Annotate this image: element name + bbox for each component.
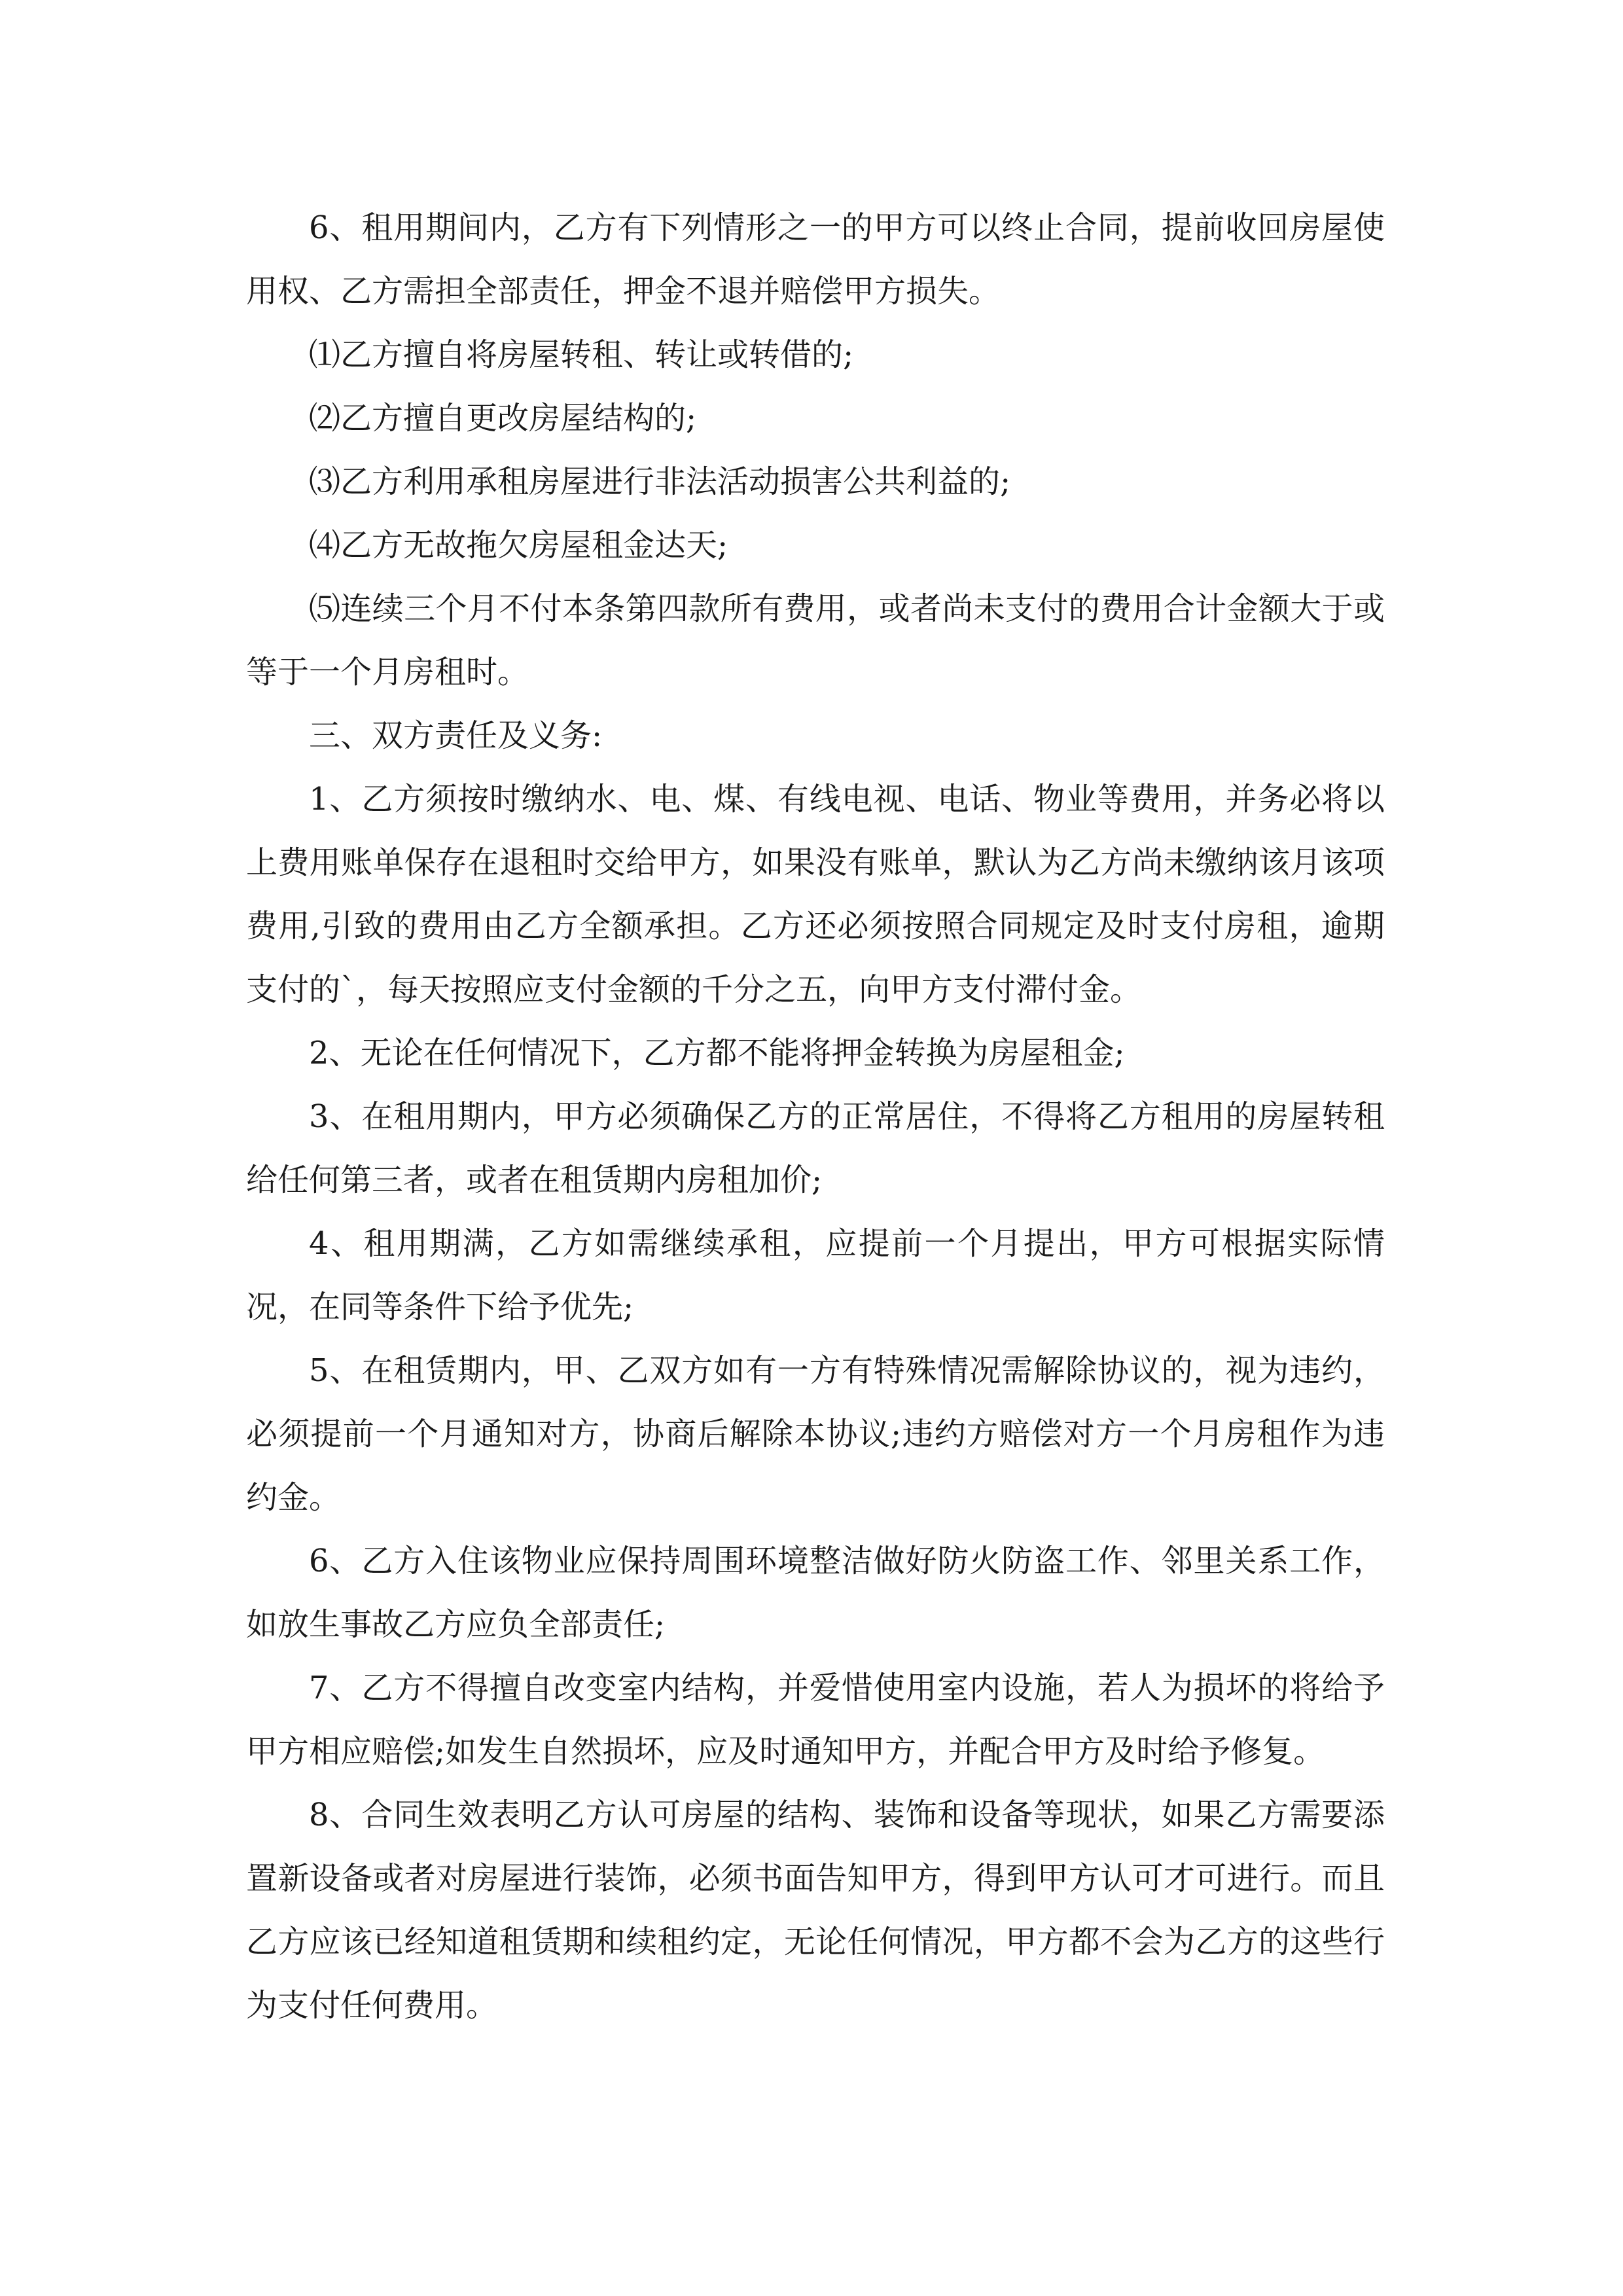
document-body bbox=[246, 196, 1385, 2037]
paragraph-item-5-unpaid-fees: ⑸连续三个月不付本条第四款所有费用，或者尚未支付的费用合计金额大于或等于一个月房租时。 bbox=[246, 590, 1385, 691]
paragraph-clause-6-termination: 6、租用期间内，乙方有下列情形之一的甲方可以终止合同，提前收回房屋使用权、乙方需担全部责任，押金不退并赔偿甲方损失。 bbox=[246, 209, 1385, 310]
paragraph-item-1-sublet: ⑴乙方擅自将房屋转租、转让或转借的; bbox=[309, 336, 854, 373]
paragraph-duty-7-repairs: 7、乙方不得擅自改变室内结构，并爱惜使用室内设施，若人为损坏的将给予甲方相应赔偿;如发生自然损坏，应及时通知甲方，并配合甲方及时给予修复。 bbox=[246, 1670, 1385, 1770]
paragraph-duty-2-deposit: 2、无论在任何情况下，乙方都不能将押金转换为房屋租金; bbox=[309, 1035, 1125, 1071]
paragraph-duty-1-utilities: 1、乙方须按时缴纳水、电、煤、有线电视、电话、物业等费用，并务必将以上费用账单保存在退租时交给甲方，如果没有账单，默认为乙方尚未缴纳该月该项费用,引致的费用由乙方全额承担。乙方还必须按照合同规定及时支付房租，逾期支付的`，每天按照应支付金额的千分之五，向甲方支付滞付金。 bbox=[246, 781, 1385, 1008]
paragraph-duty-5-termination: 5、在租赁期内，甲、乙双方如有一方有特殊情况需解除协议的，视为违约，必须提前一个月通知对方，协商后解除本协议;违约方赔偿对方一个月房租作为违约金。 bbox=[246, 1352, 1385, 1516]
paragraph-item-2-structure: ⑵乙方擅自更改房屋结构的; bbox=[309, 400, 697, 437]
paragraph-item-4-arrears: ⑷乙方无故拖欠房屋租金达天; bbox=[309, 527, 728, 564]
paragraph-duty-3-occupancy: 3、在租用期内，甲方必须确保乙方的正常居住，不得将乙方租用的房屋转租给任何第三者，或者在租赁期内房租加价; bbox=[246, 1098, 1385, 1198]
paragraph-duty-4-renewal: 4、租用期满，乙方如需继续承租，应提前一个月提出，甲方可根据实际情况，在同等条件下给予优先; bbox=[246, 1225, 1385, 1325]
paragraph-duty-8-alterations: 8、合同生效表明乙方认可房屋的结构、装饰和设备等现状，如果乙方需要添置新设备或者对房屋进行装饰，必须书面告知甲方，得到甲方认可才可进行。而且乙方应该已经知道租赁期和续租约定，无论任何情况，甲方都不会为乙方的这些行为支付任何费用。 bbox=[246, 1797, 1385, 2024]
paragraph-duty-6-safety: 6、乙方入住该物业应保持周围环境整洁做好防火防盗工作、邻里关系工作，如放生事故乙方应负全部责任; bbox=[246, 1543, 1385, 1643]
paragraph-item-3-illegal-use: ⑶乙方利用承租房屋进行非法活动损害公共利益的; bbox=[309, 463, 1011, 500]
section-heading-responsibilities: 三、双方责任及义务: bbox=[309, 717, 603, 754]
